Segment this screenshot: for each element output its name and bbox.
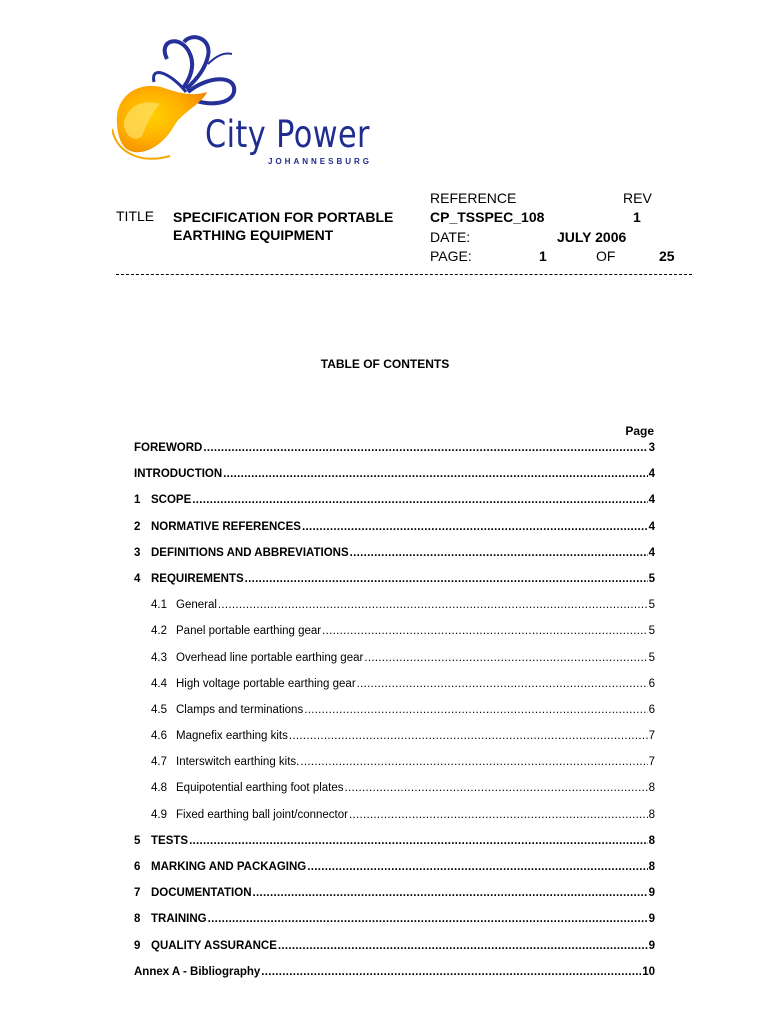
toc-dot-leader bbox=[345, 782, 648, 794]
toc-entry[interactable] bbox=[134, 861, 655, 887]
toc-dot-leader bbox=[261, 966, 641, 978]
toc-entry-title: NORMATIVE REFERENCES bbox=[151, 520, 301, 533]
toc-dot-leader bbox=[322, 625, 647, 637]
document-title-line2: EARTHING EQUIPMENT bbox=[173, 227, 334, 243]
toc-entry-number: 4.5 bbox=[151, 703, 167, 716]
toc-entry-page: 4 bbox=[648, 468, 655, 481]
toc-entry[interactable] bbox=[134, 494, 655, 520]
toc-entry-page: 9 bbox=[648, 913, 655, 926]
toc-entry-page: 8 bbox=[648, 782, 655, 795]
reference-value: CP_TSSPEC_108 bbox=[430, 209, 545, 225]
toc-entry-number: 1 bbox=[134, 494, 141, 507]
toc-dot-leader bbox=[300, 756, 647, 768]
toc-entry[interactable] bbox=[134, 521, 655, 547]
toc-entry-title: FOREWORD bbox=[134, 442, 203, 454]
date-value: JULY 2006 bbox=[557, 229, 627, 245]
toc-dot-leader bbox=[189, 835, 648, 847]
toc-entry-page: 4 bbox=[648, 546, 655, 559]
toc-entry-page: 5 bbox=[648, 599, 655, 612]
toc-entry-title: REQUIREMENTS bbox=[151, 572, 244, 585]
toc-dot-leader bbox=[350, 547, 648, 559]
toc-dot-leader bbox=[253, 887, 648, 899]
rev-value: 1 bbox=[633, 209, 641, 225]
toc-dot-leader bbox=[349, 809, 648, 821]
toc-dot-leader bbox=[357, 678, 648, 690]
toc-entry-title: DEFINITIONS AND ABBREVIATIONS bbox=[151, 546, 349, 559]
total-pages: 25 bbox=[659, 248, 675, 264]
toc-entry[interactable] bbox=[134, 782, 655, 808]
toc-entry-title: Interswitch earthing kits. bbox=[176, 756, 300, 769]
logo-subtitle: JOHANNESBURG bbox=[268, 157, 373, 166]
toc-entry-page: 7 bbox=[648, 730, 655, 743]
toc-page-column-label: Page bbox=[625, 424, 654, 438]
toc-dot-leader bbox=[304, 704, 647, 716]
toc-entry-page: 4 bbox=[648, 520, 655, 533]
toc-entry-number: 5 bbox=[134, 834, 141, 847]
toc-dot-leader bbox=[218, 599, 648, 611]
toc-entry-page: 8 bbox=[648, 861, 655, 873]
toc-entry-title: QUALITY ASSURANCE bbox=[151, 939, 277, 952]
toc-entry-page: 8 bbox=[648, 808, 655, 821]
toc-entry-title: TESTS bbox=[151, 834, 189, 847]
toc-entry[interactable] bbox=[134, 966, 655, 992]
toc-entry[interactable] bbox=[134, 940, 655, 966]
toc-entry[interactable] bbox=[134, 652, 655, 678]
toc-entry[interactable] bbox=[134, 756, 655, 782]
toc-entry-number: 4.7 bbox=[151, 756, 167, 769]
toc-entry-number: 2 bbox=[134, 520, 141, 533]
toc-entry-page: 3 bbox=[648, 442, 655, 454]
toc-entry[interactable] bbox=[134, 887, 655, 913]
toc-entry-number: 4 bbox=[134, 572, 141, 585]
toc-dot-leader bbox=[289, 730, 648, 742]
toc-entry-title: Clamps and terminations bbox=[176, 703, 304, 716]
reference-label: REFERENCE bbox=[430, 190, 517, 206]
of-label: OF bbox=[596, 248, 616, 264]
page-value: 1 bbox=[539, 248, 547, 264]
header-divider bbox=[116, 274, 692, 275]
rev-label: REV bbox=[623, 190, 652, 206]
toc-entry-number: 4.4 bbox=[151, 677, 167, 690]
toc-dot-leader bbox=[278, 940, 648, 952]
toc-entry-page: 8 bbox=[648, 834, 655, 847]
toc-entry[interactable] bbox=[134, 835, 655, 861]
page-label: PAGE: bbox=[430, 248, 472, 264]
toc-entry-title: INTRODUCTION bbox=[134, 468, 223, 481]
toc-entry-page: 5 bbox=[648, 651, 655, 664]
toc-entry-title: TRAINING bbox=[151, 913, 207, 926]
toc-entry-number: 4.1 bbox=[151, 599, 167, 612]
toc-entry-title: SCOPE bbox=[151, 494, 192, 507]
toc-entry-page: 10 bbox=[642, 965, 655, 978]
toc-entry-title: Annex A - Bibliography bbox=[134, 965, 261, 978]
toc-entry[interactable] bbox=[134, 913, 655, 939]
toc-dot-leader bbox=[208, 913, 648, 925]
toc-entry-page: 5 bbox=[648, 625, 655, 638]
toc-entry[interactable] bbox=[134, 678, 655, 704]
toc-dot-leader bbox=[203, 442, 647, 454]
toc-dot-leader bbox=[192, 494, 647, 506]
toc-entry-page: 9 bbox=[648, 887, 655, 900]
date-label: DATE: bbox=[430, 229, 471, 245]
toc-dot-leader bbox=[307, 861, 647, 873]
toc-entry[interactable] bbox=[134, 468, 655, 494]
toc-entry-title: Panel portable earthing gear bbox=[176, 625, 322, 638]
toc-entry[interactable] bbox=[134, 442, 655, 468]
toc-dot-leader bbox=[245, 573, 648, 585]
toc-entry-number: 4.3 bbox=[151, 651, 167, 664]
table-of-contents bbox=[134, 442, 655, 992]
title-label: TITLE bbox=[116, 208, 155, 224]
toc-entry-number: 4.6 bbox=[151, 730, 167, 743]
logo-wordmark: City Power bbox=[205, 113, 370, 156]
toc-entry-title: MARKING AND PACKAGING bbox=[151, 861, 307, 873]
toc-entry-number: 9 bbox=[134, 939, 141, 952]
toc-entry-title: General bbox=[176, 599, 217, 612]
toc-heading: TABLE OF CONTENTS bbox=[320, 357, 450, 371]
toc-entry-title: Equipotential earthing foot plates bbox=[176, 782, 344, 795]
toc-entry[interactable] bbox=[134, 809, 655, 835]
toc-entry-page: 5 bbox=[648, 572, 655, 585]
toc-entry-page: 9 bbox=[648, 939, 655, 952]
toc-entry-title: High voltage portable earthing gear bbox=[176, 677, 356, 690]
toc-entry[interactable] bbox=[134, 625, 655, 651]
toc-entry-title: Magnefix earthing kits bbox=[176, 730, 288, 743]
toc-entry[interactable] bbox=[134, 599, 655, 625]
toc-entry-number: 6 bbox=[134, 861, 141, 873]
document-title-line1: SPECIFICATION FOR PORTABLE bbox=[173, 209, 394, 225]
toc-entry-title: DOCUMENTATION bbox=[151, 887, 252, 900]
toc-entry-number: 4.8 bbox=[151, 782, 167, 795]
toc-entry-number: 4.9 bbox=[151, 808, 167, 821]
toc-dot-leader bbox=[223, 468, 647, 480]
toc-entry-number: 3 bbox=[134, 546, 141, 559]
toc-entry-title: Fixed earthing ball joint/connector bbox=[176, 808, 348, 821]
toc-entry-page: 7 bbox=[648, 756, 655, 769]
toc-dot-leader bbox=[302, 521, 648, 533]
toc-entry[interactable] bbox=[134, 730, 655, 756]
toc-entry[interactable] bbox=[134, 704, 655, 730]
toc-entry-page: 6 bbox=[648, 703, 655, 716]
toc-entry[interactable] bbox=[134, 573, 655, 599]
toc-dot-leader bbox=[364, 652, 647, 664]
toc-entry-page: 6 bbox=[648, 677, 655, 690]
toc-entry-page: 4 bbox=[648, 494, 655, 507]
toc-entry-number: 7 bbox=[134, 887, 141, 900]
toc-entry-number: 8 bbox=[134, 913, 141, 926]
toc-entry[interactable] bbox=[134, 547, 655, 573]
toc-entry-title: Overhead line portable earthing gear bbox=[176, 651, 364, 664]
toc-entry-number: 4.2 bbox=[151, 625, 167, 638]
